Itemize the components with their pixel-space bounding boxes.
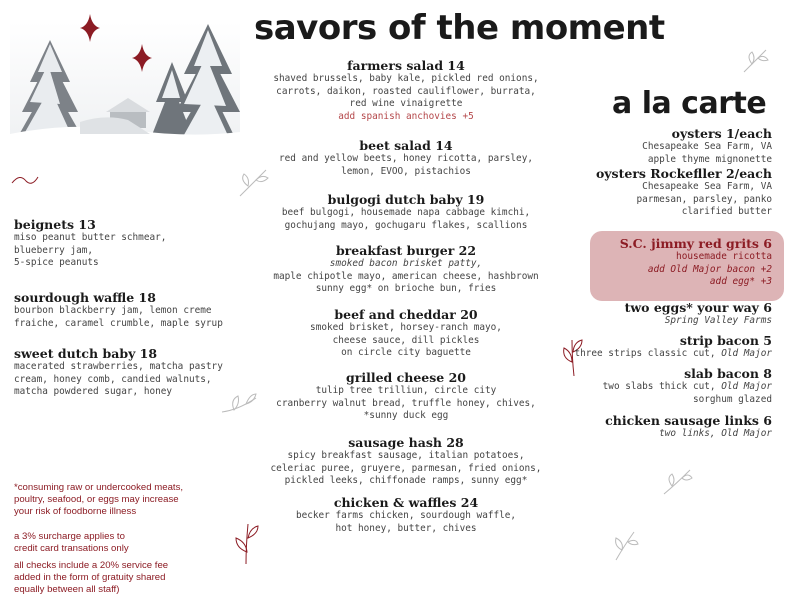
item-desc: lemon, EVOO, pistachios (341, 165, 471, 177)
item-name: sausage hash 28 (348, 435, 464, 450)
a-la-carte-title: a la carte (612, 86, 767, 121)
note-line: *consuming raw or undercooked meats, (14, 482, 184, 493)
item-name: oysters 1/each (671, 126, 772, 141)
item-desc: red and yellow beets, honey ricotta, parsley, (279, 153, 533, 164)
item-addon: add egg* +3 (709, 276, 772, 288)
leaf-sprig-icon (740, 46, 770, 80)
item-desc: clarified butter (681, 206, 772, 218)
leaf-sprig-icon (10, 172, 40, 191)
leaf-sprig-icon (220, 388, 258, 422)
menu-item-breakfast-burger (256, 243, 556, 296)
item-desc: celeriac puree, gruyere, parmesan, fried onions, (270, 462, 542, 474)
menu-item-beet-salad (256, 138, 556, 178)
item-name: two eggs* your way 6 (624, 300, 772, 315)
item-desc: fraiche, caramel crumble, maple syrup (14, 317, 223, 329)
item-name: farmers salad 14 (347, 58, 465, 73)
item-addon: add spanish anchovies +5 (338, 110, 474, 122)
item-desc: Chesapeake Sea Farm, VA (642, 181, 772, 192)
menu-item-chicken-sausage-links (605, 413, 772, 441)
note-line: credit card transations only (14, 542, 129, 554)
item-desc: Chesapeake Sea Farm, VA (642, 141, 772, 152)
item-desc: Spring Valley Farms (664, 315, 772, 326)
item-name: beef and cheddar 20 (334, 307, 478, 322)
leaf-sprig-icon (610, 528, 640, 566)
menu-item-bulgogi-dutch-baby (256, 192, 556, 232)
note-line: equally between all staff) (14, 583, 120, 595)
menu-item-sausage-hash (256, 435, 556, 488)
item-name: chicken sausage links 6 (605, 413, 772, 428)
menu-item-beef-and-cheddar (256, 307, 556, 360)
item-desc: 5-spice peanuts (14, 257, 99, 269)
menu-item-beignets (14, 217, 166, 270)
winter-trees-photo (10, 22, 240, 150)
item-desc (574, 348, 772, 361)
menu-item-oysters-rockefeller (596, 166, 772, 219)
item-desc: on circle city baguette (341, 347, 471, 359)
service-fee-note (14, 560, 168, 595)
item-desc: *sunny duck egg (363, 410, 449, 422)
item-desc: spicy breakfast sausage, italian potatoes, (287, 450, 525, 461)
item-desc: beef bulgogi, housemade napa cabbage kimchi, (281, 207, 531, 218)
item-name: oysters Rockefller 2/each (595, 166, 772, 181)
item-name: S.C. jimmy red grits 6 (619, 236, 772, 251)
menu-item-slab-bacon (603, 366, 772, 406)
note-line: poultry, seafood, or eggs may increase (14, 493, 179, 505)
page-title: savors of the moment (254, 8, 665, 48)
item-desc-part: three strips classic cut, (574, 348, 722, 359)
item-desc: housemade ricotta (676, 251, 772, 262)
menu-item-strip-bacon (574, 333, 772, 361)
item-name: beet salad 14 (359, 138, 453, 153)
item-desc: blueberry jam, (14, 244, 94, 256)
item-name: strip bacon 5 (679, 333, 772, 348)
item-desc: gochujang mayo, gochugaru flakes, scallions (284, 219, 528, 231)
item-name: grilled cheese 20 (346, 370, 466, 385)
item-desc: apple thyme mignonette (647, 153, 772, 165)
foodborne-illness-note (14, 482, 183, 517)
menu-item-two-eggs (625, 300, 772, 328)
menu-item-sourdough-waffle (14, 290, 223, 330)
item-desc: becker farms chicken, sourdough waffle, (295, 510, 517, 521)
item-desc: smoked bacon brisket patty, (329, 258, 483, 269)
item-addon: add Old Major bacon +2 (647, 263, 772, 275)
item-name: bulgogi dutch baby 19 (327, 192, 485, 207)
item-desc: bourbon blackberry jam, lemon creme (14, 305, 212, 316)
item-desc: cream, honey comb, candied walnuts, (14, 373, 212, 385)
item-desc: sunny egg* on brioche bun, fries (315, 283, 497, 295)
item-desc: miso peanut butter schmear, (14, 232, 167, 243)
item-name: breakfast burger 22 (335, 243, 477, 258)
item-name: sourdough waffle 18 (14, 290, 156, 305)
sparkle-icon (80, 14, 100, 46)
item-desc: macerated strawberries, matcha pastry (14, 361, 223, 372)
note-line: added in the form of gratuity shared (14, 571, 166, 583)
item-desc: smoked brisket, horsey-ranch mayo, (310, 322, 502, 333)
item-desc: pickled leeks, chiffonade ramps, sunny egg* (284, 475, 528, 487)
item-desc: two links, Old Major (659, 428, 772, 439)
item-desc: hot honey, butter, chives (335, 522, 477, 534)
menu-item-farmers-salad (256, 58, 556, 123)
item-name: beignets 13 (14, 217, 96, 232)
item-desc: cheese sauce, dill pickles (332, 334, 480, 346)
note-line: a 3% surcharge applies to (14, 531, 125, 542)
menu-item-oysters (642, 126, 772, 166)
item-desc: shaved brussels, baby kale, pickled red onions, (273, 73, 539, 84)
item-desc: parmesan, parsley, panko (636, 193, 772, 205)
item-desc: tulip tree trilliun, circle city (315, 385, 497, 396)
menu-item-grilled-cheese (256, 370, 556, 423)
item-name: slab bacon 8 (684, 366, 772, 381)
item-desc-part: Old Major (721, 381, 772, 392)
item-desc: cranberry walnut bread, truffle honey, chives, (276, 397, 536, 409)
item-desc: red wine vinaigrette (349, 98, 463, 110)
item-desc: maple chipotle mayo, american cheese, hashbrown (273, 270, 539, 282)
item-desc: matcha powdered sugar, honey (14, 386, 173, 398)
leaf-sprig-icon (660, 464, 694, 502)
menu-item-sweet-dutch-baby (14, 346, 223, 399)
item-name: chicken & waffles 24 (333, 495, 479, 510)
menu-item-jimmy-red-grits (620, 236, 772, 289)
note-line: your risk of foodborne illness (14, 505, 137, 517)
note-line: all checks include a 20% service fee (14, 560, 169, 571)
item-desc (603, 381, 772, 394)
item-desc-part: two slabs thick cut, (602, 381, 722, 392)
sparkle-icon (132, 44, 152, 76)
surcharge-note (14, 531, 129, 555)
item-desc: sorghum glazed (692, 393, 772, 405)
item-desc: carrots, daikon, roasted cauliflower, burrata, (276, 85, 536, 97)
item-desc-part: Old Major (721, 348, 772, 359)
item-name: sweet dutch baby 18 (14, 346, 158, 361)
menu-item-chicken-and-waffles (256, 495, 556, 535)
